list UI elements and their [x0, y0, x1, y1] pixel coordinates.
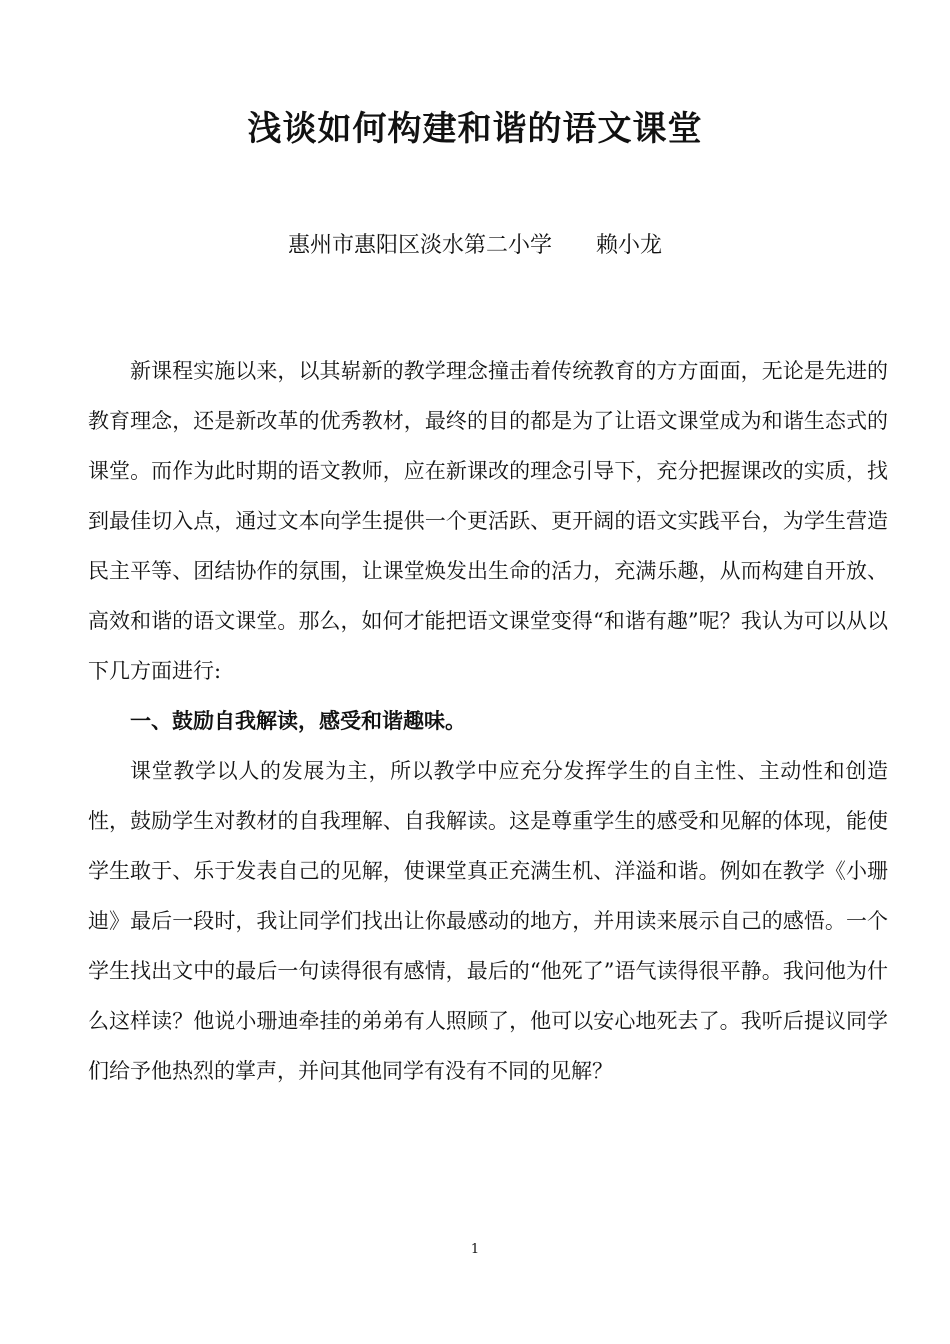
author-byline: 惠州市惠阳区淡水第二小学 赖小龙	[287, 233, 662, 258]
document-title: 浅谈如何构建和谐的语文课堂	[247, 109, 703, 149]
section-heading-1: 一、鼓励自我解读，感受和谐趣味。	[130, 709, 466, 733]
paragraph-intro: 新课程实施以来，以其崭新的教学理念撞击着传统教育的方方面面，无论是先进的教育理念，还是新改革的优秀教材，最终的目的都是为了让语文课堂成为和谐生态式的课堂。而作为此时期的语文教师，应在新课改的理念引导下，充分把握课改的实质，找到最佳切入点，通过文本向学生提供一个更活跃、更开阔的语文实践平台，为学生营造民主平等、团结协作的氛围，让课堂焕发出生命的活力，充满乐趣，从而构建自开放、高效和谐的语文课堂。那么，如何才能把语文课堂变得“和谐有趣”呢？我认为可以从以下几方面进行:	[88, 359, 888, 683]
document-body	[88, 346, 888, 1096]
paragraph-section-1: 课堂教学以人的发展为主，所以教学中应充分发挥学生的自主性、主动性和创造性，鼓励学生对教材的自我理解、自我解读。这是尊重学生的感受和见解的体现，能使学生敢于、乐于发表自己的见解，使课堂真正充满生机、洋溢和谐。例如在教学《小珊迪》最后一段时，我让同学们找出让你最感动的地方，并用读来展示自己的感悟。一个学生找出文中的最后一句读得很有感情，最后的“他死了”语气读得很平静。我问他为什么这样读？他说小珊迪牵挂的弟弟有人照顾了，他可以安心地死去了。我听后提议同学们给予他热烈的掌声，并问其他同学有没有不同的见解？	[88, 759, 888, 1083]
page-number: 1	[470, 1242, 480, 1257]
